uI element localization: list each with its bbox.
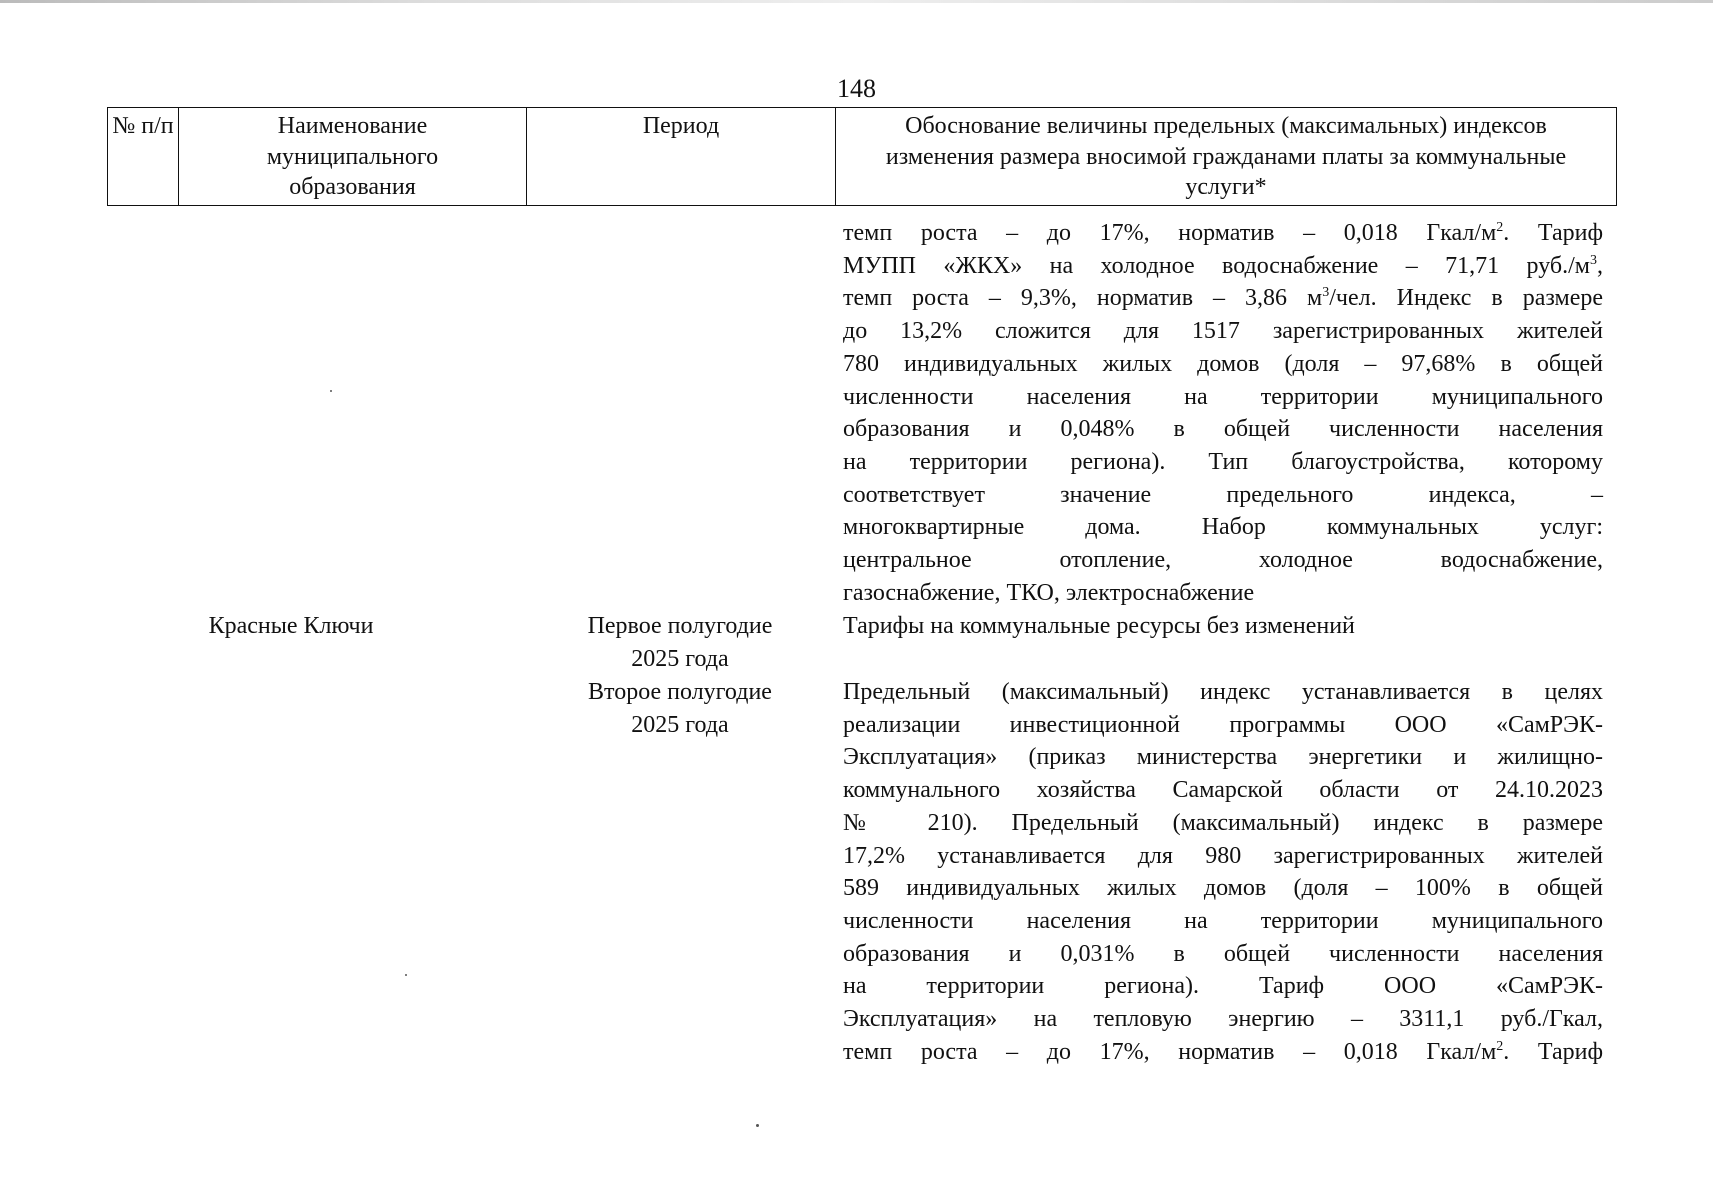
scan-speck [330,390,332,392]
text-line [843,676,1603,709]
period-second-line1: Второе полугодие [588,679,772,705]
period-second-line2: 2025 года [631,711,729,738]
text-fragment: 17,2% устанавливается для 980 зарегистрированных жителей [843,842,1603,869]
text-fragment: . Тариф [1503,220,1603,246]
text-fragment: реализации инвестиционной программы ООО «СамРЭК- [843,711,1603,738]
col-period-header: Период [527,108,836,206]
text-fragment: образования и 0,031% в общей численности населения [843,940,1603,967]
period-first-line1: Первое полугодие [587,613,773,639]
text-line [843,479,1603,512]
text-fragment: соответствует значение предельного индекса, – [843,481,1603,508]
text-fragment: темп роста – до 17%, норматив – 0,018 Гкал/м [843,220,1497,246]
text-line [843,250,1603,283]
text-fragment: Эксплуатация» (приказ министерства энергетики и жилищно- [843,744,1603,771]
text-fragment: 589 индивидуальных жилых домов (доля – 100% в общей [843,875,1603,902]
table-header [107,107,1617,206]
scan-speck [405,974,407,976]
scan-edge [0,0,1713,3]
text-fragment: численности населения на территории муниципального [843,907,1603,934]
text-line [843,872,1603,905]
text-fragment: № 210). Предельный (максимальный) индекс в размере [843,809,1603,836]
municipality-name: Красные Ключи [208,613,374,639]
period-first-half [550,610,810,675]
text-fragment: Предельный (максимальный) индекс устанавливается в целях [843,679,1603,705]
text-fragment: на территории региона). Тариф ООО «СамРЭК- [843,973,1603,1000]
superscript: 3 [1322,285,1330,301]
col-justification-header: Обоснование величины предельных (максимальных) индексов изменения размера вносимой гражданами платы за коммунальные услуги* [836,108,1617,206]
text-line [843,741,1603,774]
text-line [843,446,1603,479]
text-fragment: центральное отопление, холодное водоснабжение, [843,547,1603,573]
text-line [843,1003,1603,1036]
justification-first-half: Тарифы на коммунальные ресурсы без изменений [843,613,1355,639]
text-fragment: МУПП «ЖКХ» на холодное водоснабжение – 71,71 руб./м [843,252,1590,279]
text-fragment: многоквартирные дома. Набор коммунальных услуг: [843,514,1603,541]
text-fragment: темп роста – до 17%, норматив – 0,018 Гкал/м [843,1038,1497,1065]
text-line [843,348,1603,381]
text-line [843,544,1603,577]
text-fragment: . Тариф [1503,1038,1603,1065]
text-line [843,774,1603,807]
text-line [843,217,1603,250]
superscript: 2 [1496,1038,1504,1054]
text-line [843,381,1603,414]
text-line [843,577,1603,610]
text-line [843,315,1603,348]
text-line [843,1036,1603,1069]
col-municipality-header: Наименование муниципального образования [179,108,527,206]
text-fragment: на территории региона). Тип благоустройства, которому [843,448,1603,475]
text-fragment: 780 индивидуальных жилых домов (доля – 97,68% в общей [843,350,1603,377]
page-number: 148 [837,74,876,103]
text-line [843,511,1603,544]
col-number-header: № п/п [108,108,179,206]
text-fragment: численности населения на территории муниципального [843,383,1603,410]
text-line [843,709,1603,742]
text-line [843,938,1603,971]
text-fragment: образования и 0,048% в общей численности населения [843,416,1603,443]
text-fragment: коммунального хозяйства Самарской области от 24.10.2023 [843,777,1603,804]
superscript: 3 [1590,252,1597,268]
text-fragment: до 13,2% сложится для 1517 зарегистрированных жителей [843,318,1603,345]
text-fragment: газоснабжение, ТКО, электроснабжение [843,579,1255,606]
text-line [843,840,1603,873]
text-line [843,413,1603,446]
text-line [843,970,1603,1003]
period-second-half [550,676,810,741]
period-first-line2: 2025 года [631,645,729,672]
text-fragment: Эксплуатация» на тепловую энергию – 3311,1 руб./Гкал, [843,1006,1603,1032]
text-line [843,905,1603,938]
text-fragment: , [1597,252,1603,279]
text-line [843,282,1603,315]
superscript: 2 [1496,220,1504,235]
text-fragment: /чел. Индекс в размере [1329,285,1603,312]
text-fragment: темп роста – 9,3%, норматив – 3,86 м [843,285,1323,312]
scan-speck [756,1124,759,1127]
text-line [843,807,1603,840]
